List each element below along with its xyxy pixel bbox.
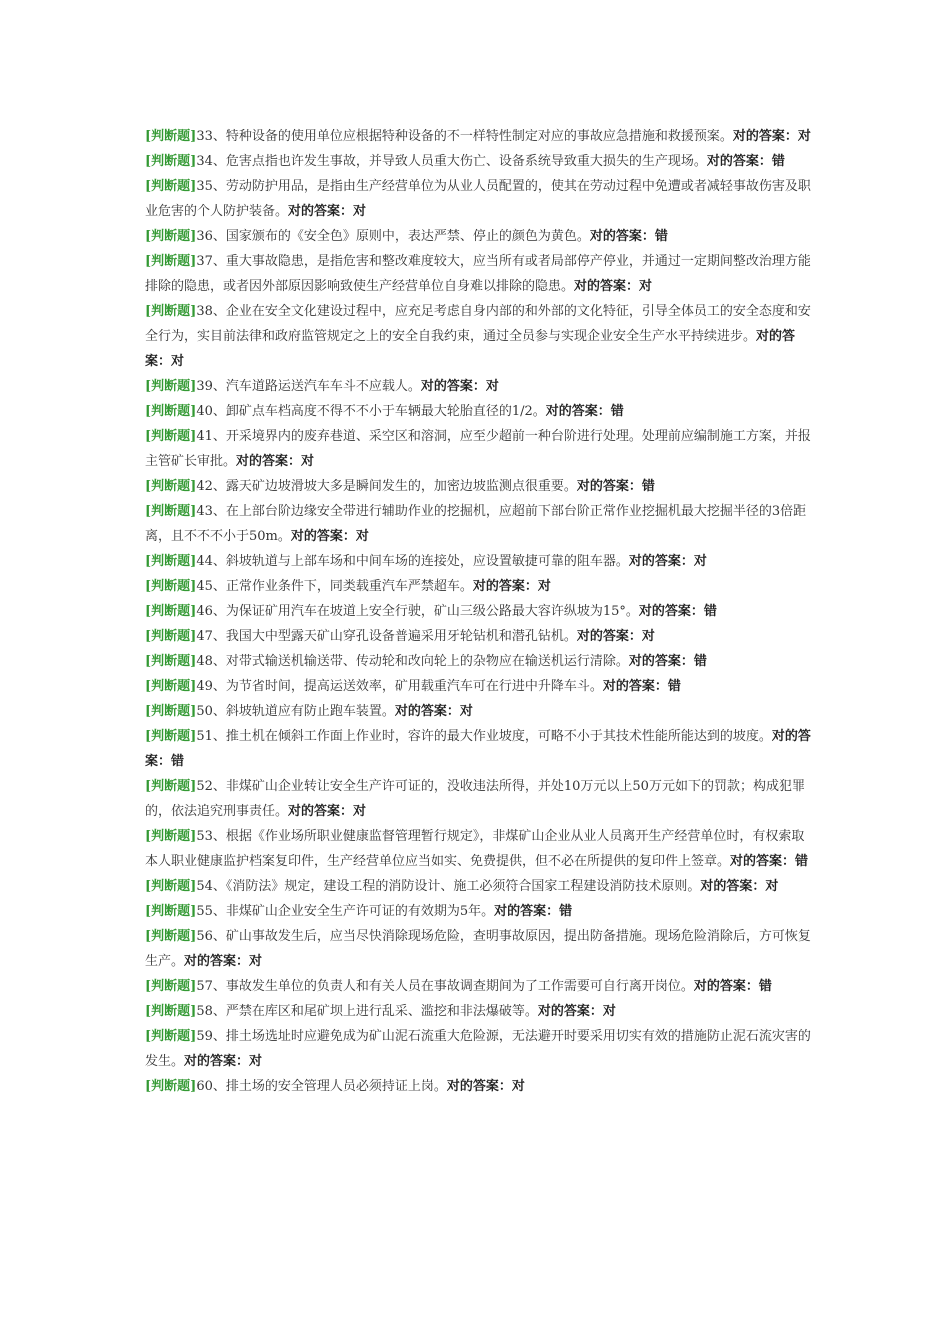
question-text: 59、排土场选址时应避免成为矿山泥石流重大危险源，无法避开时要采用切实有效的措施防止泥石流灾害的发生。 <box>145 1029 811 1069</box>
question-text: 39、汽车道路运送汽车车斗不应载人。 <box>196 379 421 394</box>
question-item <box>145 674 813 699</box>
question-item <box>145 474 813 499</box>
question-text: 50、斜坡轨道应有防止跑车装置。 <box>196 704 395 719</box>
answer-label: 对的答案：对 <box>290 529 369 544</box>
answer-label: 对的答案：错 <box>494 904 573 919</box>
answer-label: 对的答案：对 <box>472 579 551 594</box>
question-item <box>145 649 813 674</box>
question-text: 52、非煤矿山企业转让安全生产许可证的，没收违法所得，并处10万元以上50万元如下的罚款；构成犯罪的，依法追究刑事责任。 <box>145 779 805 819</box>
question-item <box>145 974 813 999</box>
question-type-tag: [判断题] <box>145 629 197 644</box>
question-item <box>145 899 813 924</box>
question-text: 51、推土机在倾斜工作面上作业时，容许的最大作业坡度，可略不小于其技术性能所能达到的坡度。 <box>196 729 772 744</box>
question-type-tag: [判断题] <box>145 679 197 694</box>
question-type-tag: [判断题] <box>145 429 197 444</box>
answer-label: 对的答案：对 <box>236 454 315 469</box>
question-text: 46、为保证矿用汽车在坡道上安全行驶，矿山三级公路最大容许纵坡为15°。 <box>196 604 639 619</box>
question-item <box>145 299 813 374</box>
question-item <box>145 874 813 899</box>
question-text: 54、《消防法》规定，建设工程的消防设计、施工必须符合国家工程建设消防技术原则。 <box>196 879 701 894</box>
answer-label: 对的答案：错 <box>706 154 785 169</box>
question-item <box>145 424 813 474</box>
answer-label: 对的答案：对 <box>184 1054 263 1069</box>
question-text: 56、矿山事故发生后，应当尽快消除现场危险，查明事故原因，提出防备措施。现场危险消除后，方可恢复生产。 <box>145 929 811 969</box>
question-text: 55、非煤矿山企业安全生产许可证的有效期为5年。 <box>196 904 495 919</box>
answer-label: 对的答案：错 <box>628 654 707 669</box>
question-type-tag: [判断题] <box>145 729 197 744</box>
answer-label: 对的答案：对 <box>446 1079 525 1094</box>
question-text: 49、为节省时间，提高运送效率，矿用载重汽车可在行进中升降车斗。 <box>196 679 603 694</box>
question-text: 53、根据《作业场所职业健康监督管理暂行规定》，非煤矿山企业从业人员离开生产经营单位时，有权索取本人职业健康监护档案复印件，生产经营单位应当如实、免费提供，但不必在所提供的复印件上签章。 <box>145 829 805 869</box>
question-type-tag: [判断题] <box>145 504 197 519</box>
answer-label: 对的答案：错 <box>145 729 811 769</box>
question-text: 44、斜坡轨道与上部车场和中间车场的连接处，应设置敏捷可靠的阻车器。 <box>196 554 629 569</box>
answer-label: 对的答案：错 <box>638 604 717 619</box>
question-item <box>145 1024 813 1074</box>
question-text: 42、露天矿边坡滑坡大多是瞬间发生的，加密边坡监测点很重要。 <box>196 479 577 494</box>
answer-label: 对的答案：错 <box>545 404 624 419</box>
question-type-tag: [判断题] <box>145 304 197 319</box>
answer-label: 对的答案：错 <box>730 854 809 869</box>
question-type-tag: [判断题] <box>145 1079 197 1094</box>
question-text: 38、企业在安全文化建设过程中，应充足考虑自身内部的和外部的文化特征，引导全体员工的安全态度和安全行为，实目前法律和政府监管规定之上的安全自我约束，通过全员参与实现企业安全生产水平持续进步。 <box>145 304 811 344</box>
question-list <box>145 124 813 1099</box>
question-type-tag: [判断题] <box>145 579 197 594</box>
question-item <box>145 224 813 249</box>
question-type-tag: [判断题] <box>145 554 197 569</box>
question-item <box>145 999 813 1024</box>
question-text: 35、劳动防护用品，是指由生产经营单位为从业人员配置的，使其在劳动过程中免遭或者减轻事故伤害及职业危害的个人防护装备。 <box>145 179 811 219</box>
question-text: 41、开采境界内的废弃巷道、采空区和溶洞，应至少超前一种台阶进行处理。处理前应编制施工方案，并报主管矿长审批。 <box>145 429 811 469</box>
answer-label: 对的答案：对 <box>394 704 473 719</box>
answer-label: 对的答案：错 <box>693 979 772 994</box>
question-text: 48、对带式输送机输送带、传动轮和改向轮上的杂物应在输送机运行清除。 <box>196 654 629 669</box>
answer-label: 对的答案：对 <box>700 879 779 894</box>
question-type-tag: [判断题] <box>145 979 197 994</box>
answer-label: 对的答案：对 <box>574 279 653 294</box>
question-type-tag: [判断题] <box>145 829 197 844</box>
question-type-tag: [判断题] <box>145 254 197 269</box>
question-text: 34、危害点指也许发生事故，并导致人员重大伤亡、设备系统导致重大损失的生产现场。 <box>196 154 707 169</box>
answer-label: 对的答案：对 <box>288 804 367 819</box>
question-text: 40、卸矿点车档高度不得不不小于车辆最大轮胎直径的1/2。 <box>196 404 546 419</box>
question-type-tag: [判断题] <box>145 229 197 244</box>
question-text: 47、我国大中型露天矿山穿孔设备普遍采用牙轮钻机和潜孔钻机。 <box>196 629 577 644</box>
question-item <box>145 399 813 424</box>
answer-label: 对的答案：对 <box>537 1004 616 1019</box>
answer-label: 对的答案：错 <box>602 679 681 694</box>
question-type-tag: [判断题] <box>145 879 197 894</box>
question-item <box>145 549 813 574</box>
question-type-tag: [判断题] <box>145 379 197 394</box>
question-text: 57、事故发生单位的负责人和有关人员在事故调查期间为了工作需要可自行离开岗位。 <box>196 979 694 994</box>
question-type-tag: [判断题] <box>145 929 197 944</box>
answer-label: 对的答案：错 <box>576 479 655 494</box>
question-item <box>145 624 813 649</box>
question-text: 36、国家颁布的《安全色》原则中，表达严禁、停止的颜色为黄色。 <box>196 229 590 244</box>
question-item <box>145 574 813 599</box>
question-text: 37、重大事故隐患，是指危害和整改难度较大，应当所有或者局部停产停业，并通过一定期间整改治理方能排除的隐患，或者因外部原因影响致使生产经营单位自身难以排除的隐患。 <box>145 254 811 294</box>
question-type-tag: [判断题] <box>145 654 197 669</box>
answer-label: 对的答案：对 <box>184 954 263 969</box>
question-item <box>145 149 813 174</box>
question-item <box>145 249 813 299</box>
answer-label: 对的答案：对 <box>732 129 811 144</box>
question-item <box>145 924 813 974</box>
question-item <box>145 1074 813 1099</box>
question-type-tag: [判断题] <box>145 129 197 144</box>
answer-label: 对的答案：错 <box>589 229 668 244</box>
question-type-tag: [判断题] <box>145 779 197 794</box>
question-type-tag: [判断题] <box>145 179 197 194</box>
answer-label: 对的答案：对 <box>420 379 499 394</box>
question-type-tag: [判断题] <box>145 704 197 719</box>
question-type-tag: [判断题] <box>145 404 197 419</box>
question-type-tag: [判断题] <box>145 1029 197 1044</box>
answer-label: 对的答案：对 <box>576 629 655 644</box>
question-item <box>145 124 813 149</box>
question-text: 33、特种设备的使用单位应根据特种设备的不一样特性制定对应的事故应急措施和救援预案。 <box>196 129 733 144</box>
question-item <box>145 724 813 774</box>
question-item <box>145 824 813 874</box>
question-text: 45、正常作业条件下，同类载重汽车严禁超车。 <box>196 579 473 594</box>
question-type-tag: [判断题] <box>145 479 197 494</box>
question-type-tag: [判断题] <box>145 154 197 169</box>
question-text: 60、排土场的安全管理人员必须持证上岗。 <box>196 1079 447 1094</box>
question-type-tag: [判断题] <box>145 1004 197 1019</box>
question-text: 43、在上部台阶边缘安全带进行辅助作业的挖掘机，应超前下部台阶正常作业挖掘机最大挖掘半径的3倍距离，且不不不小于50m。 <box>145 504 807 544</box>
question-type-tag: [判断题] <box>145 604 197 619</box>
question-item <box>145 374 813 399</box>
question-item <box>145 699 813 724</box>
answer-label: 对的答案：对 <box>288 204 367 219</box>
question-text: 58、严禁在库区和尾矿坝上进行乱采、滥挖和非法爆破等。 <box>196 1004 538 1019</box>
question-item <box>145 599 813 624</box>
question-item <box>145 174 813 224</box>
question-item <box>145 499 813 549</box>
question-item <box>145 774 813 824</box>
question-type-tag: [判断题] <box>145 904 197 919</box>
answer-label: 对的答案：对 <box>628 554 707 569</box>
answer-label: 对的答案：对 <box>145 329 796 369</box>
